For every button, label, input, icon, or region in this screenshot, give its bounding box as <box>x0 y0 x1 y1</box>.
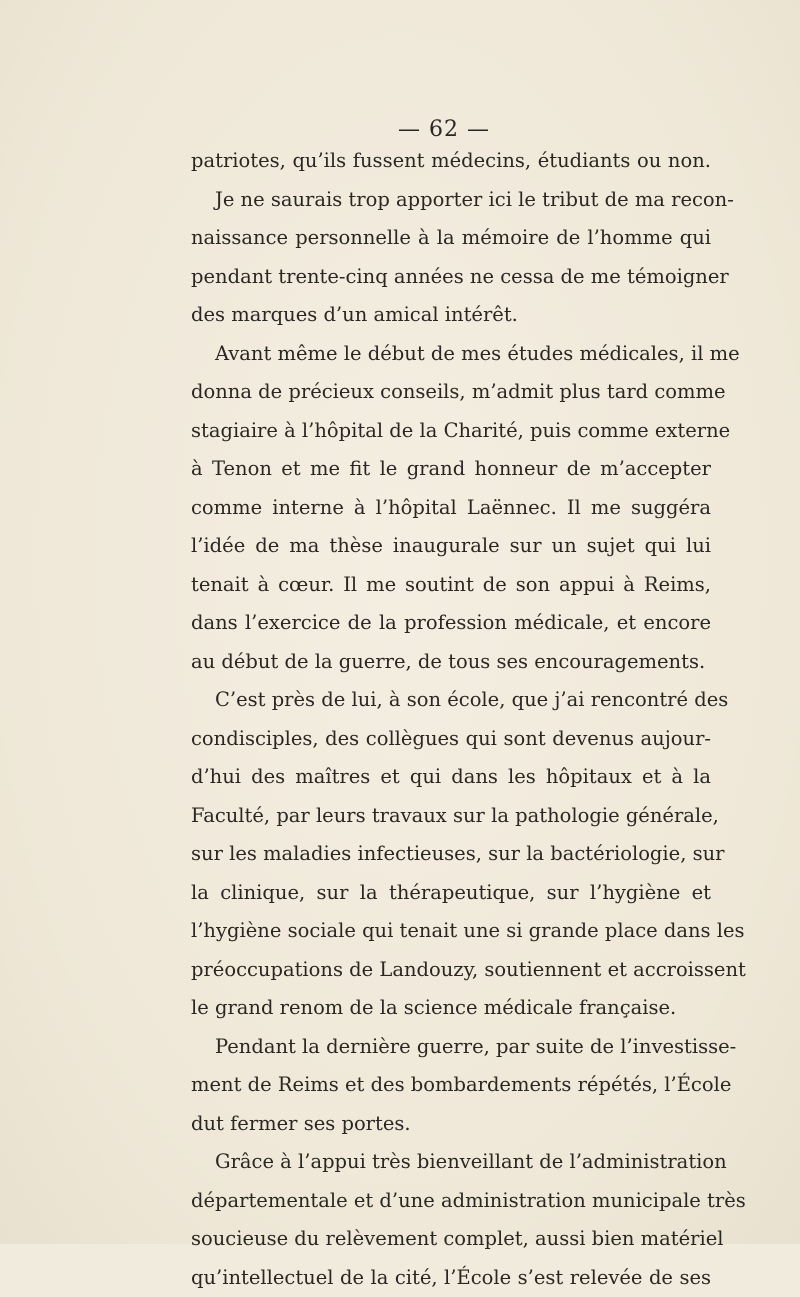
text-line: sur les maladies infectieuses, sur la bactériologie, sur <box>191 835 711 874</box>
text-line: Avant même le début de mes études médicales, il me <box>191 335 711 374</box>
text-line: C’est près de lui, à son école, que j’ai rencontré des <box>191 681 711 720</box>
text-line: ment de Reims et des bombardements répétés, l’École <box>191 1066 711 1105</box>
text-line: l’idée de ma thèse inaugurale sur un sujet qui lui <box>191 527 711 566</box>
text-line: au début de la guerre, de tous ses encouragements. <box>191 643 711 682</box>
text-line: patriotes, qu’ils fussent médecins, étudiants ou non. <box>191 142 711 181</box>
text-line: Grâce à l’appui très bienveillant de l’administration <box>191 1143 711 1182</box>
page-number: — 62 — <box>0 117 800 142</box>
text-line: Je ne saurais trop apporter ici le tribut de ma recon- <box>191 181 711 220</box>
text-line: Faculté, par leurs travaux sur la pathologie générale, <box>191 797 711 836</box>
text-line: comme interne à l’hôpital Laënnec. Il me suggéra <box>191 489 711 528</box>
text-line: stagiaire à l’hôpital de la Charité, puis comme externe <box>191 412 711 451</box>
text-line: dans l’exercice de la profession médicale, et encore <box>191 604 711 643</box>
text-line: dut fermer ses portes. <box>191 1105 711 1144</box>
text-line: soucieuse du relèvement complet, aussi bien matériel <box>191 1220 711 1259</box>
text-line: des marques d’un amical intérêt. <box>191 296 711 335</box>
text-line: préoccupations de Landouzy, soutiennent et accroissent <box>191 951 711 990</box>
text-line: naissance personnelle à la mémoire de l’homme qui <box>191 219 711 258</box>
text-line: Pendant la dernière guerre, par suite de l’investisse- <box>191 1028 711 1067</box>
text-line: d’hui des maîtres et qui dans les hôpitaux et à la <box>191 758 711 797</box>
text-line: donna de précieux conseils, m’admit plus tard comme <box>191 373 711 412</box>
text-line: condisciples, des collègues qui sont devenus aujour- <box>191 720 711 759</box>
text-line: la clinique, sur la thérapeutique, sur l’hygiène et <box>191 874 711 913</box>
text-line: tenait à cœur. Il me soutint de son appui à Reims, <box>191 566 711 605</box>
text-line: départementale et d’une administration municipale très <box>191 1182 711 1221</box>
text-line: à Tenon et me fit le grand honneur de m’accepter <box>191 450 711 489</box>
text-line: le grand renom de la science médicale française. <box>191 989 711 1028</box>
text-line: l’hygiène sociale qui tenait une si grande place dans les <box>191 912 711 951</box>
text-line: pendant trente-cinq années ne cessa de me témoigner <box>191 258 711 297</box>
body-text <box>191 142 711 1297</box>
text-line: qu’intellectuel de la cité, l’École s’est relevée de ses <box>191 1259 711 1297</box>
